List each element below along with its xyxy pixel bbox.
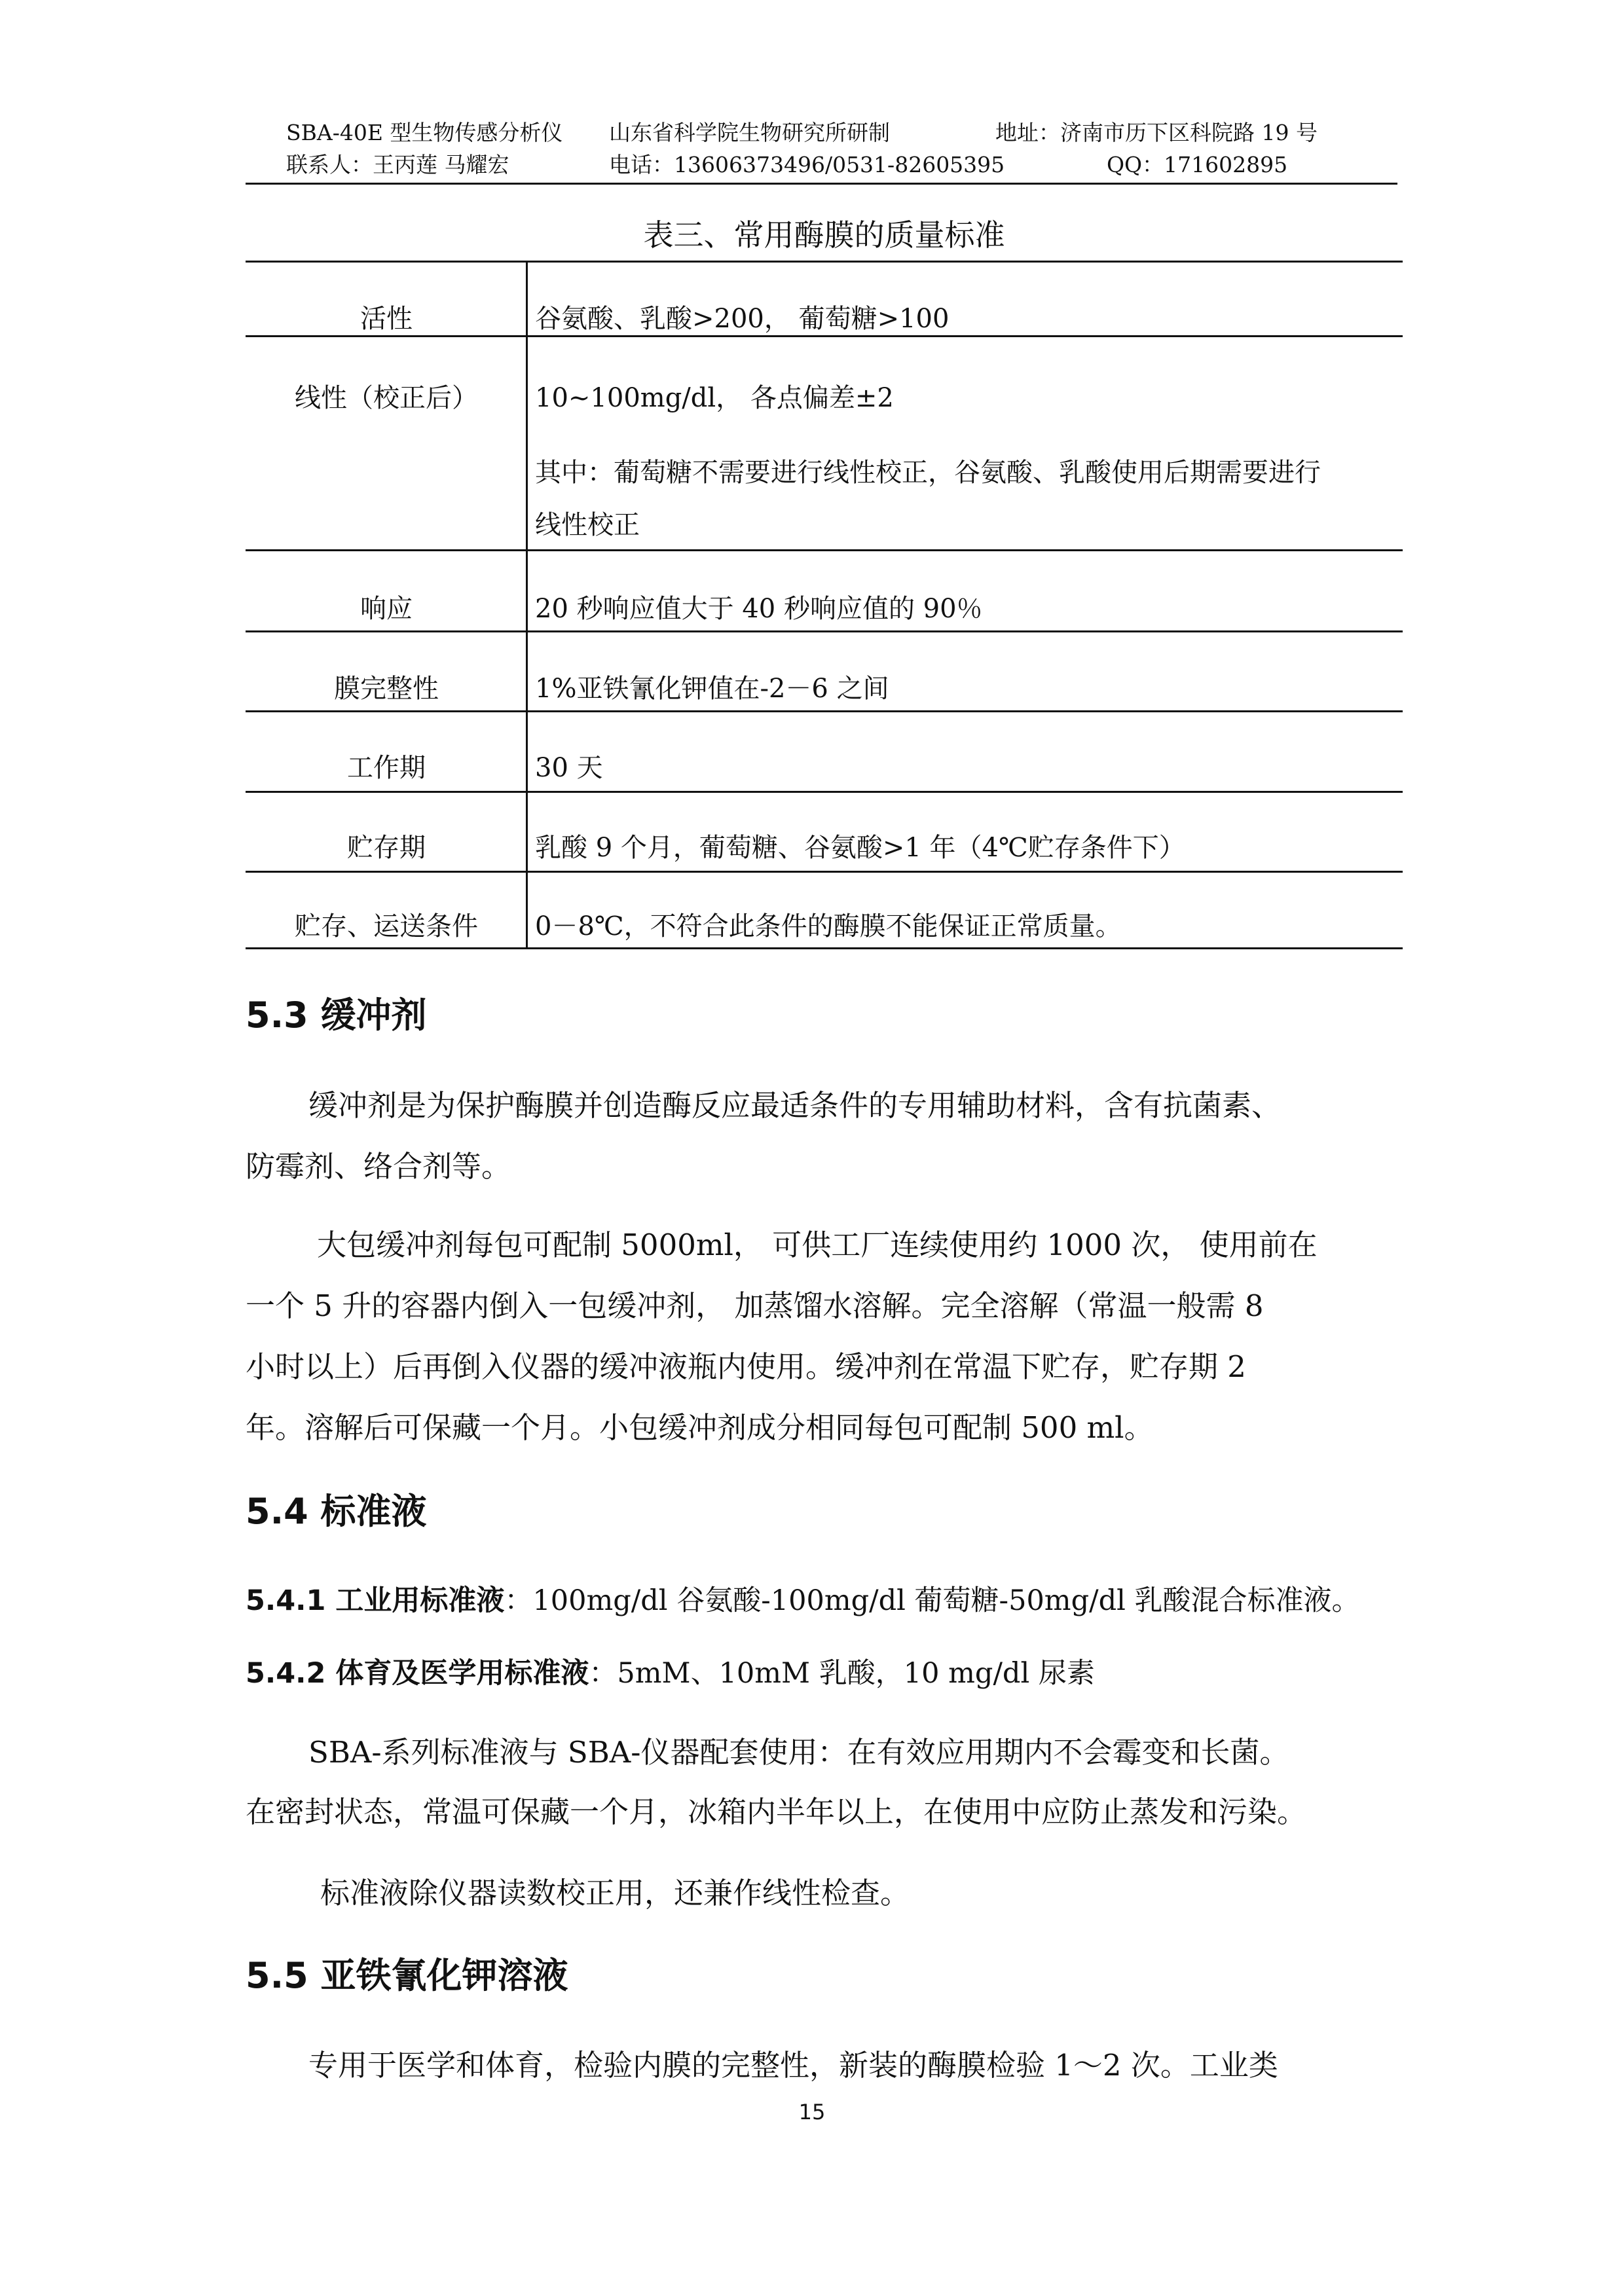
table-row-label: 工作期 [347,753,426,783]
header-contact: 联系人：王丙莲 马耀宏 [286,152,509,177]
table-rule [246,630,1403,632]
header-model: SBA-40E 型生物传感分析仪 [286,120,563,145]
paragraph-line: 标准液除仪器读数校正用，还兼作线性检查。 [320,1876,910,1910]
table-row-value: 1%亚铁氰化钾值在-2－6 之间 [535,674,889,704]
paragraph-line: 一个 5 升的容器内倒入一包缓冲剂， 加蒸馏水溶解。完全溶解（常温一般需 8 [246,1288,1264,1323]
page-header [0,0,1624,190]
subsection-5-4-2 [246,1651,1095,1691]
table-row-value: 30 天 [535,753,603,783]
table-row-label: 贮存、运送条件 [295,911,478,941]
subsection-text: ：5mM、10mM 乳酸，10 mg/dl 尿素 [589,1657,1095,1690]
table-row-value: 0－8℃，不符合此条件的酶膜不能保证正常质量。 [535,911,1122,941]
table-row-label: 活性 [360,304,413,334]
section-heading-5-3: 5.3 缓冲剂 [246,994,427,1036]
paragraph-line: 在密封状态，常温可保藏一个月，冰箱内半年以上，在使用中应防止蒸发和污染。 [246,1795,1307,1829]
paragraph-line: 专用于医学和体育，检验内膜的完整性，新装的酶膜检验 1～2 次。工业类 [308,2048,1278,2083]
section-heading-5-5: 5.5 亚铁氰化钾溶液 [246,1955,568,1996]
section-heading-5-4: 5.4 标准液 [246,1491,427,1532]
paragraph-line: SBA-系列标准液与 SBA-仪器配套使用：在有效应用期内不会霉变和长菌。 [308,1735,1289,1770]
paragraph-line: 大包缓冲剂每包可配制 5000ml， 可供工厂连续使用约 1000 次， 使用前在 [317,1228,1318,1262]
header-rule [246,183,1397,185]
table-title: 表三、常用酶膜的质量标准 [643,217,1005,253]
header-address: 地址：济南市历下区科院路 19 号 [995,120,1318,145]
table-row-label: 响应 [360,594,413,624]
table-rule [246,871,1403,873]
table-row-label: 线性（校正后） [295,383,478,413]
table-row-value: 乳酸 9 个月，葡萄糖、谷氨酸>1 年（4℃贮存条件下） [535,833,1185,863]
table-rule-bottom [246,947,1403,949]
table-row-value: 其中：葡萄糖不需要进行线性校正，谷氨酸、乳酸使用后期需要进行 [535,458,1321,488]
table-rule-top [246,261,1403,263]
table-rule [246,549,1403,551]
header-institute: 山东省科学院生物研究所研制 [609,120,890,145]
paragraph-line: 缓冲剂是为保护酶膜并创造酶反应最适条件的专用辅助材料，含有抗菌素、 [308,1088,1282,1123]
page-number: 15 [798,2100,826,2124]
subsection-label: 5.4.1 工业用标准液 [246,1584,505,1617]
subsection-label: 5.4.2 体育及医学用标准液 [246,1657,589,1690]
header-phone: 电话：13606373496/0531-82605395 [609,152,1005,177]
table-row-value: 20 秒响应值大于 40 秒响应值的 90％ [535,594,983,624]
subsection-text: ：100mg/dl 谷氨酸-100mg/dl 葡萄糖-50mg/dl 乳酸混合标准液。 [504,1584,1360,1617]
paragraph-line: 防霉剂、络合剂等。 [246,1149,511,1184]
header-qq: QQ：171602895 [1107,152,1288,177]
table-rule [246,335,1403,337]
table-row-label: 膜完整性 [334,674,439,704]
table-row-value: 谷氨酸、乳酸>200， 葡萄糖>100 [535,304,950,334]
paragraph-line: 年。溶解后可保藏一个月。小包缓冲剂成分相同每包可配制 500 ml。 [246,1410,1154,1445]
subsection-5-4-1 [246,1578,1360,1618]
table-rule [246,791,1403,793]
paragraph-line: 小时以上）后再倒入仪器的缓冲液瓶内使用。缓冲剂在常温下贮存，贮存期 2 [246,1349,1246,1384]
table-rule [246,710,1403,712]
table-row-label: 贮存期 [347,833,426,863]
table-row-value: 10~100mg/dl， 各点偏差±2 [535,383,894,413]
table-row-value: 线性校正 [535,510,640,540]
